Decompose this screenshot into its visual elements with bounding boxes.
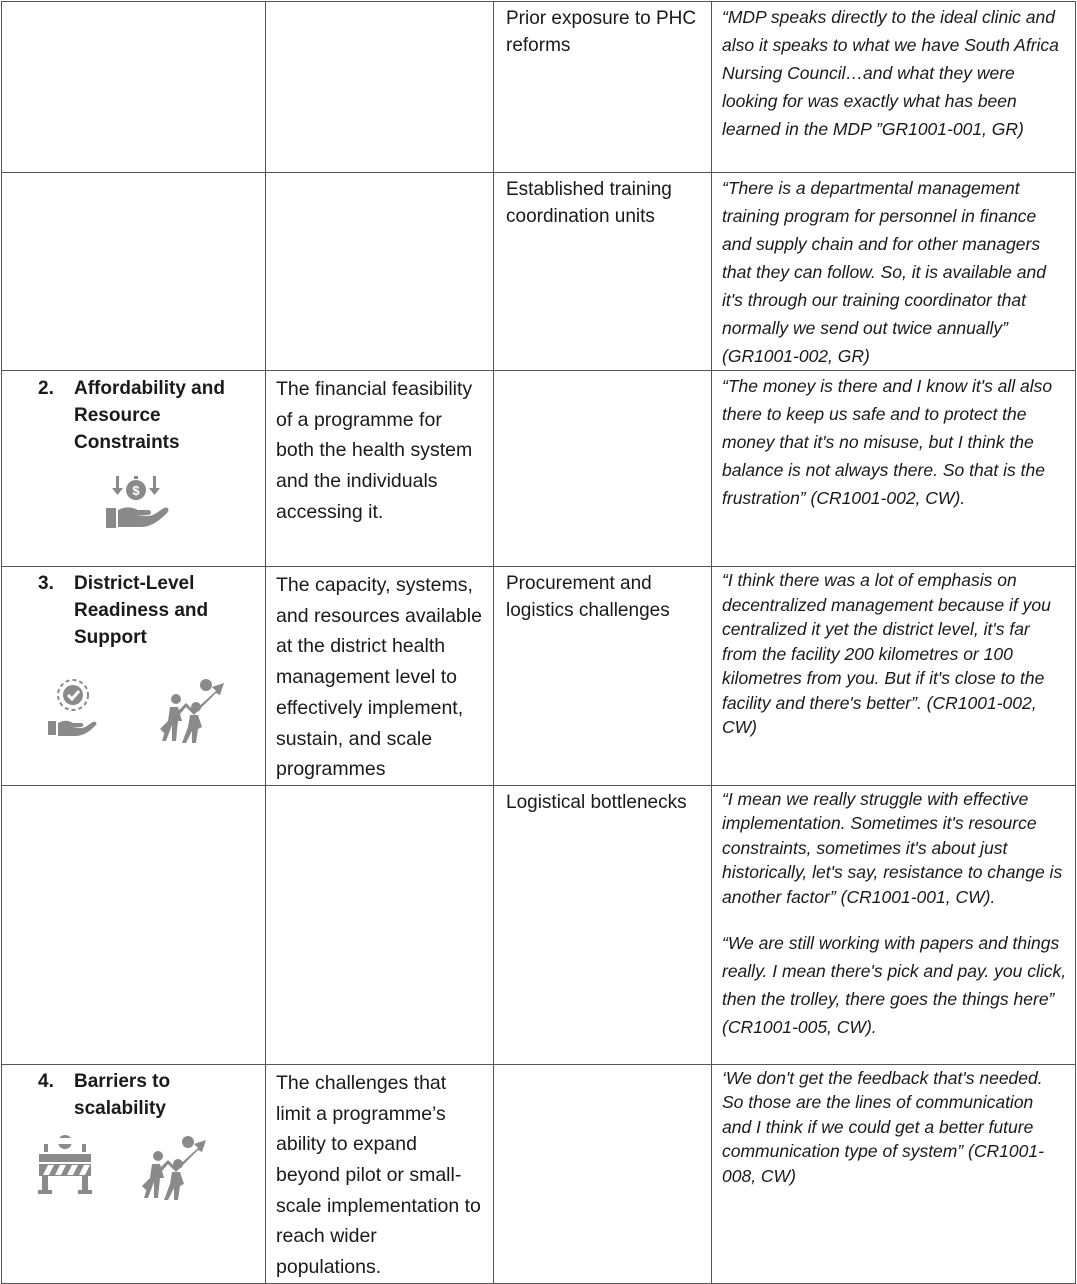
quote-text: “I mean we really struggle with effective implementation. Sometimes it's resource constraints, sometimes it's about just historically, let's say, resistance to change is another factor” (CR1001-001, CW). <box>722 788 1063 907</box>
subtheme-text: Prior exposure to PHC reforms <box>506 8 697 56</box>
table-row <box>2 2 1076 173</box>
table-row <box>2 1064 1076 1283</box>
theme-title: Affordability and Resource Constraints <box>74 378 225 453</box>
definition-cell <box>266 567 494 786</box>
quote-text: “I think there was a lot of emphasis on decentralized management because if you centralized it yet the district level, it's far from the facility 200 kilometres or 100 kilometres from you. But if it's close to the facility and there's better”. (CR1001-002, CW) <box>722 570 1051 737</box>
hand-checkmark-icon <box>46 677 100 737</box>
theme-cell <box>2 173 266 371</box>
subtheme-cell <box>494 2 712 173</box>
quote-text: ‘We don't get the feedback that's needed. So those are the lines of communication and I think if we could get a better future communication type of system” (CR1001-008, CW) <box>722 1067 1044 1186</box>
theme-number: 3. <box>38 573 54 594</box>
theme-title: District-Level Readiness and Support <box>74 573 209 648</box>
subtheme-text: Logistical bottlenecks <box>506 791 687 813</box>
quote-text: “We are still working with papers and things really. I mean there's pick and pay. you click, then the trolley, there goes the things here” (CR1001-005, CW). <box>722 933 1067 1038</box>
subtheme-cell <box>494 1064 712 1283</box>
definition-cell <box>266 785 494 1064</box>
table-row <box>2 173 1076 371</box>
theme-cell <box>2 785 266 1064</box>
theme-title: Barriers to scalability <box>74 1070 171 1119</box>
team-growth-icon <box>138 1134 208 1200</box>
definition-text: The challenges that limit a programme’s ability to expand beyond pilot or small-scale implementation to reach wider populations. <box>276 1071 481 1279</box>
definition-text: The financial feasibility of a programme for both the health system and the individuals accessing it. <box>276 378 473 523</box>
theme-number: 4. <box>38 1070 54 1092</box>
subtheme-text: Established training coordination units <box>506 179 672 227</box>
definition-cell <box>266 371 494 567</box>
team-growth-icon <box>156 677 226 743</box>
quote-cell <box>712 173 1076 371</box>
subtheme-cell <box>494 785 712 1064</box>
quote-cell <box>712 1064 1076 1283</box>
quote-text: “MDP speaks directly to the ideal clinic and also it speaks to what we have South Africa Nursing Council…and what they were looking for was exactly what has been learned in the MDP ”GR1001-001, GR) <box>722 7 1059 139</box>
theme-cell <box>2 371 266 567</box>
theme-number: 2. <box>38 378 54 399</box>
definition-cell <box>266 173 494 371</box>
quote-text: “There is a departmental management training program for personnel in finance and supply chain and for other managers that they can follow. So, it is available and it's through our training coordinator that normally we send out twice annually” (GR1001-002, GR) <box>722 178 1046 366</box>
svg-text:$: $ <box>132 483 140 498</box>
subtheme-cell <box>494 371 712 567</box>
table-row <box>2 785 1076 1064</box>
theme-cell <box>2 2 266 173</box>
quote-text: “The money is there and I know it's all also there to keep us safe and to protect the money that it's no misuse, but I think the balance is not always there. So that is the frustration” (CR1001-002, CW). <box>722 376 1053 508</box>
themes-table <box>1 1 1076 1284</box>
subtheme-cell <box>494 173 712 371</box>
quote-cell <box>712 567 1076 786</box>
table-row <box>2 567 1076 786</box>
theme-heading <box>2 567 265 651</box>
subtheme-text: Procurement and logistics challenges <box>506 573 670 621</box>
money-hand-icon <box>102 476 265 532</box>
theme-heading <box>2 1065 265 1122</box>
subtheme-cell <box>494 567 712 786</box>
roadblock-icon <box>36 1134 94 1196</box>
theme-cell <box>2 1064 266 1283</box>
quote-cell <box>712 2 1076 173</box>
definition-text: The capacity, systems, and resources available at the district health management level to effectively implement, sustain, and scale programmes <box>276 574 482 781</box>
definition-cell <box>266 2 494 173</box>
theme-cell <box>2 567 266 786</box>
table-row <box>2 371 1076 567</box>
theme-heading <box>2 371 265 456</box>
quote-cell <box>712 371 1076 567</box>
definition-cell <box>266 1064 494 1283</box>
quote-cell <box>712 785 1076 1064</box>
